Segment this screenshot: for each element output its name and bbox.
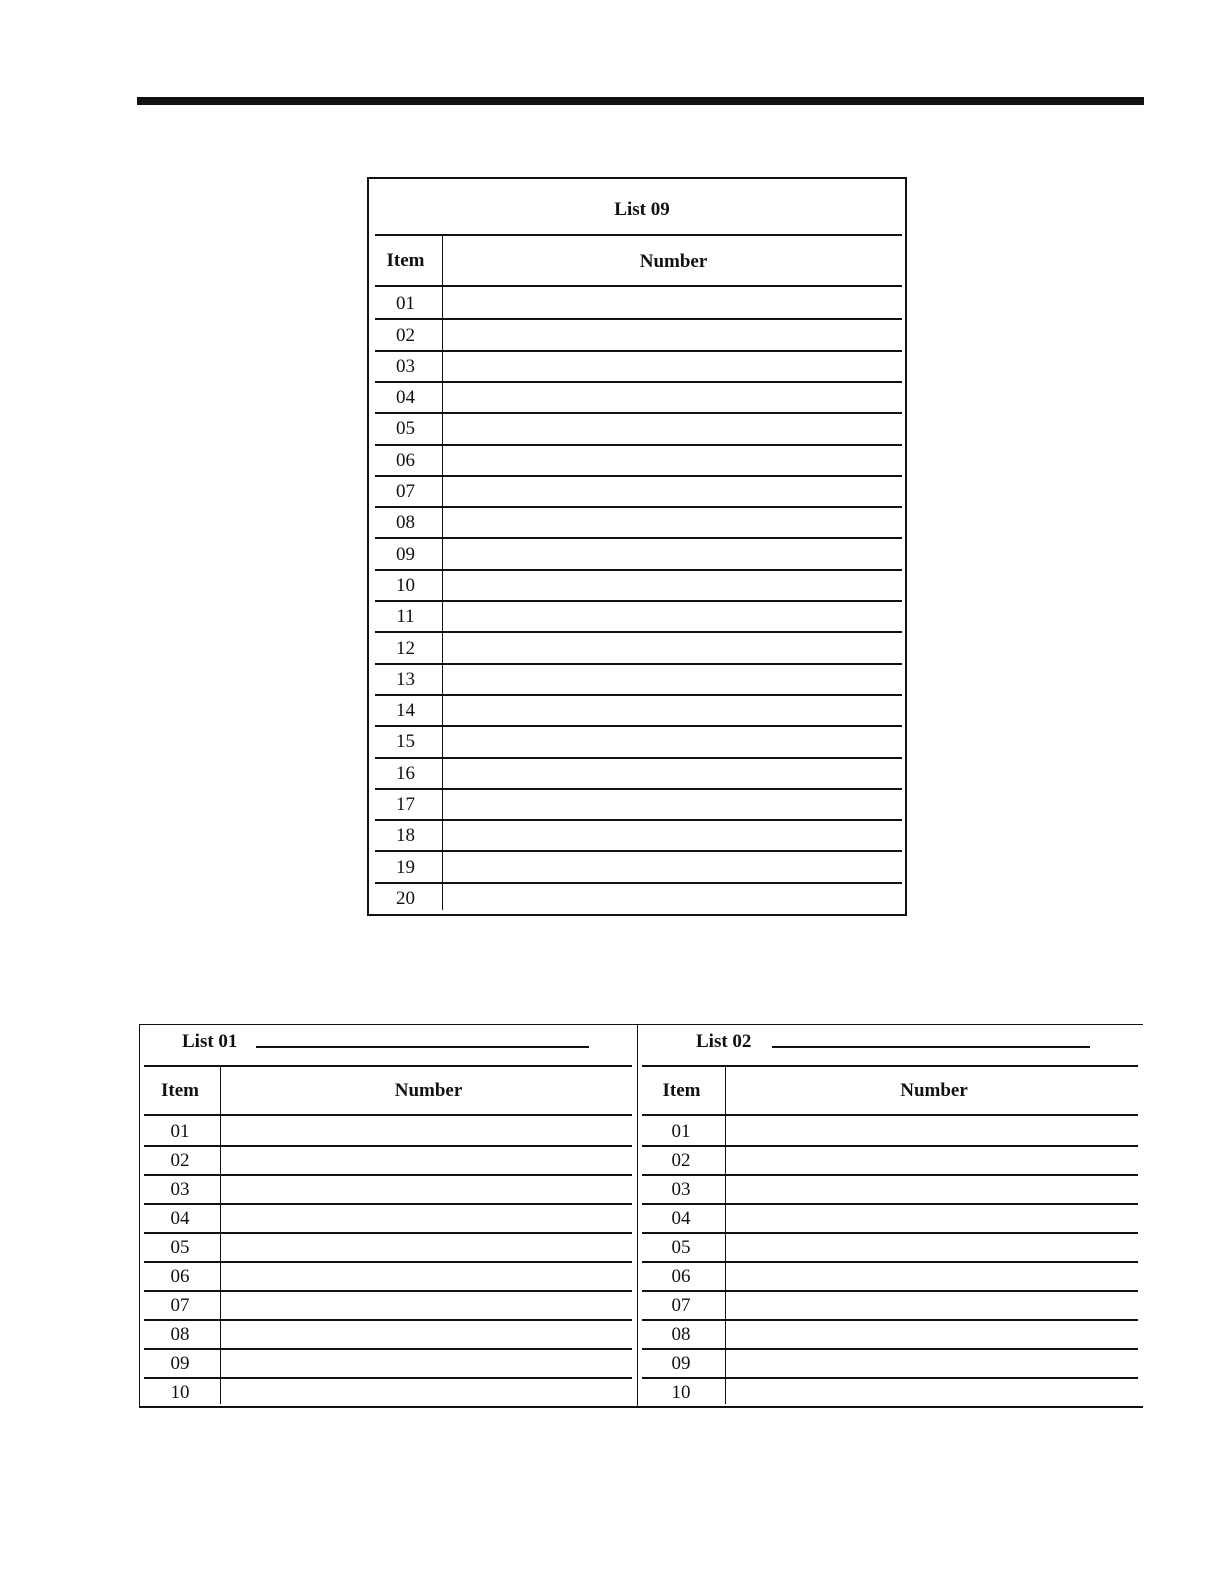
table-row xyxy=(375,757,902,788)
number-cell[interactable] xyxy=(443,569,902,600)
item-number: 06 xyxy=(170,1266,190,1287)
table-row xyxy=(375,381,902,412)
table-row xyxy=(375,631,902,662)
number-cell[interactable] xyxy=(221,1261,632,1290)
number-cell[interactable] xyxy=(221,1348,632,1377)
table-row xyxy=(144,1145,632,1174)
number-cell[interactable] xyxy=(443,600,902,631)
item-column-header: Item xyxy=(161,1080,199,1101)
table-row xyxy=(375,663,902,694)
item-column-header: Item xyxy=(386,250,425,271)
number-cell[interactable] xyxy=(726,1145,1138,1174)
number-column-header: Number xyxy=(394,1080,463,1101)
table-row xyxy=(375,725,902,756)
table-row xyxy=(375,882,902,913)
item-number: 06 xyxy=(396,449,415,471)
number-cell[interactable] xyxy=(726,1377,1138,1406)
item-number: 07 xyxy=(396,481,415,503)
list-01-title: List 01 xyxy=(182,1031,238,1052)
number-cell[interactable] xyxy=(726,1348,1138,1377)
item-number: 05 xyxy=(671,1237,691,1258)
item-number: 04 xyxy=(170,1208,190,1229)
item-number: 09 xyxy=(170,1353,190,1374)
table-row xyxy=(375,569,902,600)
item-number: 04 xyxy=(396,387,415,409)
item-number: 10 xyxy=(396,574,415,596)
item-number: 20 xyxy=(396,887,415,909)
list-02-panel xyxy=(638,1025,1143,1406)
table-row xyxy=(642,1116,1138,1145)
item-number: 08 xyxy=(396,512,415,534)
item-number: 08 xyxy=(671,1324,691,1345)
table-row xyxy=(144,1290,632,1319)
table-row xyxy=(642,1377,1138,1406)
table-row xyxy=(375,819,902,850)
table-row xyxy=(642,1145,1138,1174)
table-row xyxy=(375,287,902,318)
table-row xyxy=(642,1319,1138,1348)
table-row xyxy=(144,1174,632,1203)
item-number: 01 xyxy=(671,1121,691,1142)
number-cell[interactable] xyxy=(443,475,902,506)
item-number: 10 xyxy=(170,1382,190,1403)
table-row xyxy=(375,788,902,819)
table-row xyxy=(375,412,902,443)
number-cell[interactable] xyxy=(726,1116,1138,1145)
item-number: 03 xyxy=(396,355,415,377)
table-row xyxy=(144,1232,632,1261)
item-number: 12 xyxy=(396,637,415,659)
table-row xyxy=(642,1290,1138,1319)
number-cell[interactable] xyxy=(443,350,902,381)
number-cell[interactable] xyxy=(221,1116,632,1145)
item-number: 02 xyxy=(170,1150,190,1171)
item-number: 06 xyxy=(671,1266,691,1287)
item-number: 11 xyxy=(396,606,415,628)
number-column-header: Number xyxy=(639,251,708,272)
table-row xyxy=(642,1348,1138,1377)
number-cell[interactable] xyxy=(443,412,902,443)
number-cell[interactable] xyxy=(443,882,902,913)
top-rule xyxy=(137,97,1144,105)
number-cell[interactable] xyxy=(443,318,902,349)
item-number: 02 xyxy=(396,324,415,346)
table-row xyxy=(144,1116,632,1145)
table-row xyxy=(375,318,902,349)
number-cell[interactable] xyxy=(726,1232,1138,1261)
number-cell[interactable] xyxy=(726,1319,1138,1348)
item-number: 09 xyxy=(671,1353,691,1374)
item-number: 02 xyxy=(671,1150,691,1171)
divider xyxy=(642,1065,1138,1067)
number-cell[interactable] xyxy=(443,850,902,881)
divider xyxy=(144,1065,632,1067)
number-cell[interactable] xyxy=(221,1232,632,1261)
number-cell[interactable] xyxy=(221,1290,632,1319)
item-number: 01 xyxy=(170,1121,190,1142)
list-01-02-table xyxy=(139,1024,1143,1408)
number-cell[interactable] xyxy=(443,725,902,756)
list-09-title: List 09 xyxy=(614,199,670,220)
table-row xyxy=(144,1203,632,1232)
item-number: 14 xyxy=(396,700,415,722)
item-number: 10 xyxy=(671,1382,691,1403)
number-cell[interactable] xyxy=(221,1145,632,1174)
number-cell[interactable] xyxy=(443,757,902,788)
list-02-title: List 02 xyxy=(696,1031,752,1052)
table-row xyxy=(144,1348,632,1377)
table-row xyxy=(375,350,902,381)
table-row xyxy=(375,694,902,725)
list-02-name-field[interactable] xyxy=(772,1046,1090,1048)
number-cell[interactable] xyxy=(726,1261,1138,1290)
table-row xyxy=(642,1203,1138,1232)
table-row xyxy=(642,1261,1138,1290)
number-cell[interactable] xyxy=(443,381,902,412)
number-cell[interactable] xyxy=(443,819,902,850)
item-number: 07 xyxy=(170,1295,190,1316)
number-cell[interactable] xyxy=(221,1377,632,1406)
number-column-header: Number xyxy=(900,1080,968,1101)
number-cell[interactable] xyxy=(443,506,902,537)
table-row xyxy=(144,1377,632,1406)
item-number: 16 xyxy=(396,762,415,784)
table-row xyxy=(375,506,902,537)
table-row xyxy=(375,600,902,631)
item-number: 19 xyxy=(396,856,415,878)
item-number: 05 xyxy=(170,1237,190,1258)
item-number: 07 xyxy=(671,1295,691,1316)
table-row xyxy=(375,475,902,506)
item-number: 08 xyxy=(170,1324,190,1345)
number-cell[interactable] xyxy=(443,631,902,662)
item-number: 15 xyxy=(396,731,415,753)
item-column-header: Item xyxy=(662,1080,701,1101)
number-cell[interactable] xyxy=(443,444,902,475)
table-row xyxy=(642,1174,1138,1203)
list-01-name-field[interactable] xyxy=(256,1046,589,1048)
table-row xyxy=(375,850,902,881)
table-row xyxy=(144,1319,632,1348)
list-09-table xyxy=(367,177,907,916)
table-row xyxy=(144,1261,632,1290)
item-number: 03 xyxy=(671,1179,691,1200)
item-number: 09 xyxy=(396,543,415,565)
number-cell[interactable] xyxy=(726,1203,1138,1232)
number-cell[interactable] xyxy=(221,1319,632,1348)
table-row xyxy=(375,444,902,475)
item-number: 13 xyxy=(396,668,415,690)
number-cell[interactable] xyxy=(726,1290,1138,1319)
list-01-panel xyxy=(140,1025,637,1406)
number-cell[interactable] xyxy=(443,537,902,568)
item-number: 03 xyxy=(170,1179,190,1200)
number-cell[interactable] xyxy=(726,1174,1138,1203)
table-row xyxy=(642,1232,1138,1261)
number-cell[interactable] xyxy=(221,1174,632,1203)
divider xyxy=(375,234,902,236)
item-number: 04 xyxy=(671,1208,691,1229)
number-cell[interactable] xyxy=(443,663,902,694)
item-number: 05 xyxy=(396,418,415,440)
number-cell[interactable] xyxy=(443,694,902,725)
number-cell[interactable] xyxy=(443,788,902,819)
table-row xyxy=(375,537,902,568)
number-cell[interactable] xyxy=(221,1203,632,1232)
item-number: 18 xyxy=(396,825,415,847)
item-number: 01 xyxy=(396,293,415,315)
item-number: 17 xyxy=(396,794,415,816)
number-cell[interactable] xyxy=(443,287,902,318)
